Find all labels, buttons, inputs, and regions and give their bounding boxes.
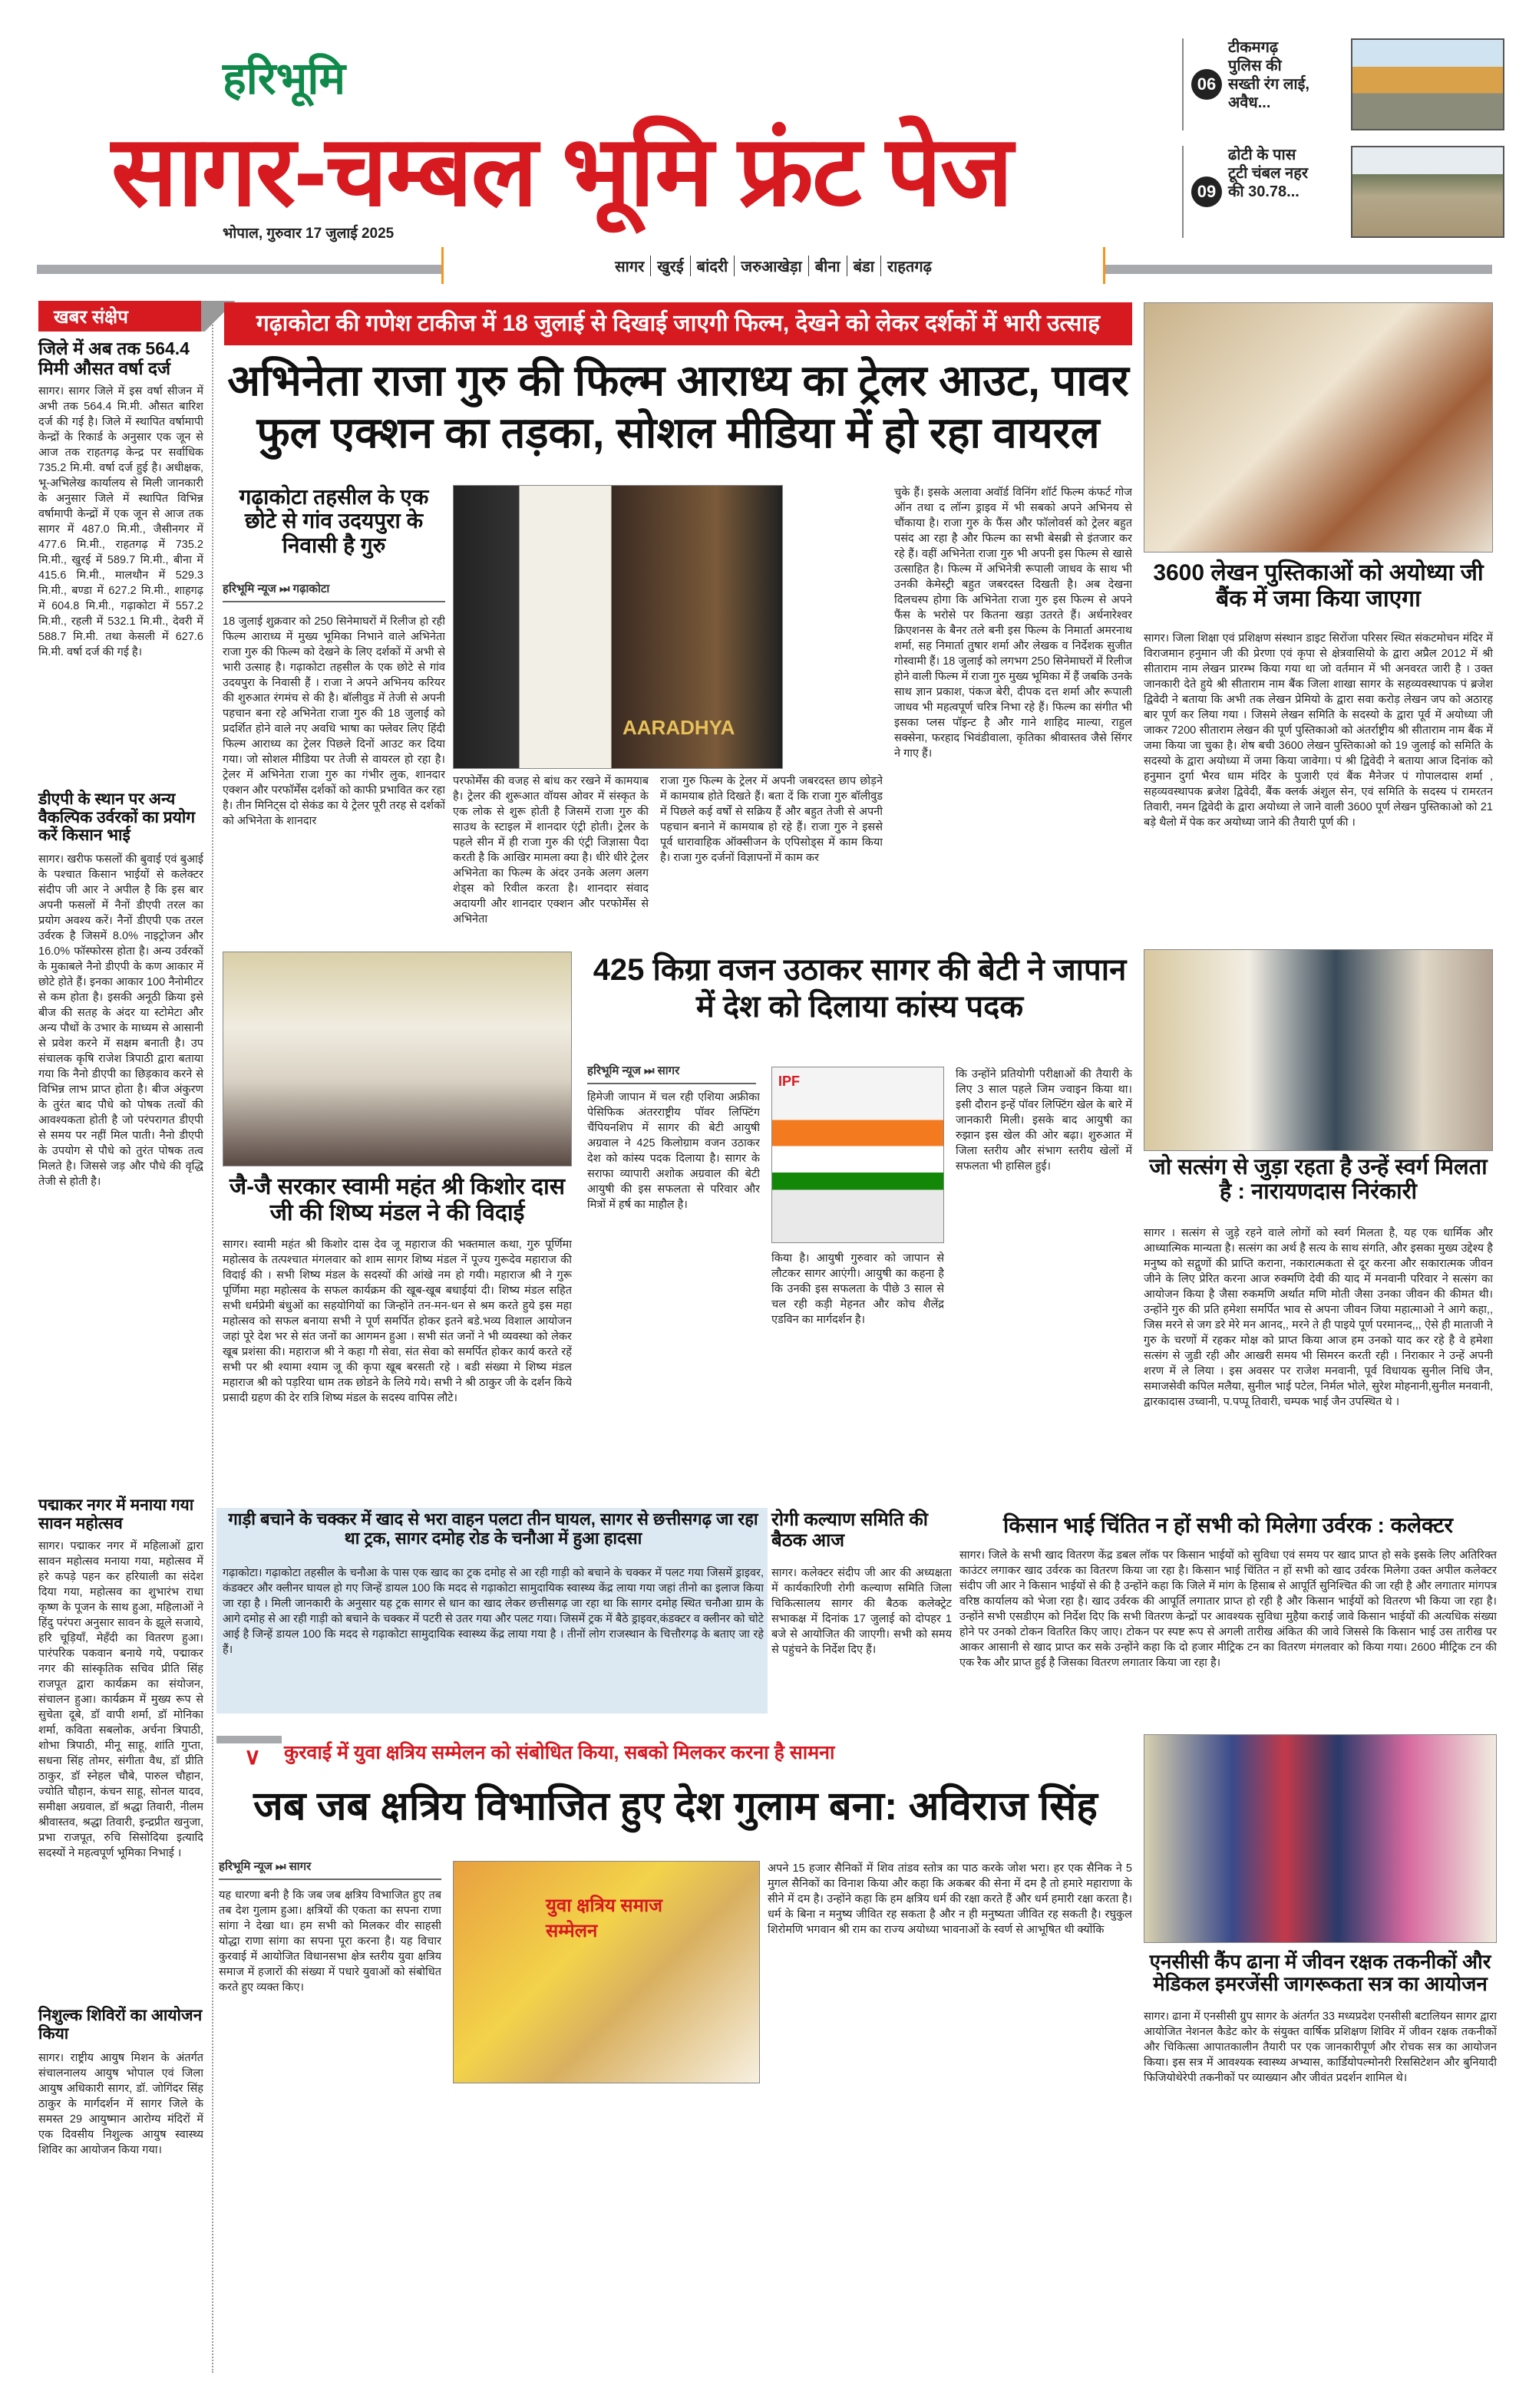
- page-title: सागर-चम्बल भूमि फ्रंट पेज: [111, 117, 1012, 226]
- poster-title: AARADHYA: [622, 716, 735, 739]
- city-nav: [441, 247, 1105, 284]
- teaser-text: ढोटी के पास टूटी चंबल नहर की 30.78...: [1228, 147, 1309, 200]
- kisan-headline: किसान भाई चिंतित न हों सभी को मिलेगा उर्वरक : कलेक्टर: [1003, 1513, 1453, 1537]
- vidai-headline: जै-जै सरकार स्वामी महंत श्री किशोर दास जी की शिष्य मंडल ने की विदाई: [229, 1174, 566, 1225]
- brief-body: सागर। सागर जिले में इस वर्षा सीजन में अभी तक 564.4 मि.मी. औसत बारिश दर्ज की गई है। जिले में स्थापित वर्षामापी केन्द्रों के रिकार्ड के अनुसार एक जून से आज तक राहतगढ़ केन्द्र पर सर्वाधिक 735.2 मि.मी. वर्षा दर्ज हुई है। अधीक्षक, भू-अभिलेख कार्यालय से मिली जानकारी के अनुसार जिले में स्थापित विभिन्न वर्षामापी केन्द्रों में एक जून से आज तक सागर में 487.0 मि.मी., जैसीनगर में 477.6 मि.मी., राहतगढ़ में 735.2 मि.मी., खुरई में 589.7 मि.मी., बीना में 415.6 मि.मी., मालथौन में 529.3 मि.मी., बण्डा में 627.2 मि.मी., शाहगढ़ में 604.8 मि.मी., गढ़ाकोटा में 557.2 मि.मी., रहली में 532.1 मि.मी., देवरी में 588.7 मि.मी. तथा केसली में 627.6 मि.मी. वर्षा दर्ज की गई है।: [38, 385, 203, 658]
- nav-sagar[interactable]: सागर: [609, 256, 651, 276]
- lead-body-col4: चुके हैं। इसके अलावा अवॉर्ड विनिंग शॉर्ट फिल्म कंफर्ट गोज ऑन तथा द लॉन्ग ड्राइव में भी सबको अपने अभिनय से चौंकाया है। राजा गुरु के फैंस और फॉलोवर्स को ट्रेलर बहुत पसंद आ रहा है और फिल्म का सभी बेसब्री से इंतजार कर रहे हैं। वहीं अभिनेता राजा गुरु भी अपनी इस फिल्म से खासे उत्साहित है। फिल्म में अभिनेत्री रूपाली जाधव के साथ भी उनकी केमेस्ट्री बहुत जबरदस्त दिखती है। अब देखना दिलचस्प होगा कि अभिनेता राजा गुरु इस फिल्म से अपने फैंस के भरोसे पर कितना खड़ा उतरते हैं। अर्धनारेश्वर क्रिएशनस के बैनर तले बनी इस फिल्म के निमार्ता अमरनाथ शर्मा, सह निमार्ता तुषार शर्मा और लेखक व निर्देशक सुजीत गोस्वामी हैं। 18 जुलाई को लगभग 250 सिनेमाघरों में रिलीज होने वाली फिल्म में राजा गुरु मुख्य भूमिका में हैं जबकि उनके साथ ज्ञान प्रकाश, पंकज बेरी, दीपक दत्त शर्मा और रूपाली जाधव भी महत्वपूर्ण चरित्र निभा रहे हैं। फिल्म का संगीत भी इसका प्लस पॉइन्ट है और गाने शाहिद माल्या, राहुल सक्सेना, फरहाद भिवंडीवाला, कृतिका श्रीवास्तव जैसे सिंगर ने गाए हैं।: [894, 487, 1132, 760]
- accident-body: गढ़ाकोटा। गढ़ाकोटा तहसील के चनौआ के पास एक खाद का ट्रक दमोह से आ रही गाड़ी को बचाने के चक्कर में पलट गया जिसमें ड्राइवर, कंडक्टर और क्लीनर घायल हो गए जिन्हें डायल 100 कि मदद से गढ़ाकोटा सामुदायिक स्वास्थ्य केंद्र लाया गया जहां तीनो का इलाज किया जा रहा है । मिली जानकारी के अनुसार यह ट्रक सागर से धान का खाद लेकर छत्तीसगढ़ जा रहा था कि सागर दमोह स्थित चनौआ ग्राम के आगे दमोह से आ रही गाड़ी को बचाने के चक्कर में पटरी से उतर गया और पलट गया। जिसमें ट्रक में बैठे ड्राइवर,कंडक्टर व क्लीनर को चोटे आई है जिन्हें डायल 100 कि मदद से गढ़ाकोटा सामुदायिक स्वास्थ्य केंद्र लाया गया है । तीनों लोग राजस्थान के चित्तौरगढ़ के बताए जा रहे हैं।: [223, 1567, 764, 1656]
- kshatriya-headline: जब जब क्षत्रिय विभाजित हुए देश गुलाम बना: अविराज सिंह: [253, 1784, 1098, 1829]
- ayodhya-body: सागर। जिला शिक्षा एवं प्रशिक्षण संस्थान डाइट सिरोंजा परिसर स्थित संकटमोचन मंदिर में विराजमान हनुमान जी की प्रेरणा एवं कृपा से क्षेत्रवासियो के द्वारा अप्रैल 2012 में श्री सीताराम नाम लेखन प्रारम्भ किया गया था जो वर्तमान में भी अनवरत जारी है । उक्त जानकारी देते हुये श्री सीताराम नाम बैंक जिला शाखा सागर के सहव्यवस्थापक पं ब्रजेश द्विवेदी ने बताया कि अभी तक लेखन प्रेमियो के द्वारा सवा करोड़ लेखन जप को अठारह बार पूर्ण कर लिया गया । जिसमे लेखन समिति के सदस्यो के द्वारा पूर्व में अयोध्या जी जाकर 7200 सीताराम लेखन की पूर्ण पुस्तिकाओ को अंतर्राष्ट्रीय श्री सीताराम नाम बैंक में जमा किया जा चुका है। शेष बची 3600 लेखन पुस्तिकाओ को 19 जुलाई को समिति के सदस्यो के द्वारा अयोध्या में जमा किया जावेगा। पं श्री द्विवेदी ने बताया आज दिनांक को हनुमान दुर्गा भैरव धाम मंदिर के पुजारी एवं बैंक मैनेजर पं गोपालदास शर्मा , सहव्यवस्थापक ब्रजेश द्विवेदी, बैंक क्लर्क अंशुल सेन, एवं समिति के सदस्य पं रामरतन तिवारी, नमन द्विवेदी के द्वारा अयोध्या ले जाने वाली 3600 पूर्ण लेखन पुस्तिकाओ को 21 बड़े थैलो में पेक कर अयोध्या जाने की तैयारी पूर्ण की ।: [1144, 632, 1493, 829]
- satsang-body: सागर । सत्संग से जुड़े रहने वाले लोगों को स्वर्ग मिलता है, यह एक धार्मिक और आध्यात्मिक मान्यता है। सत्संग का अर्थ है सत्य के साथ संगति, और इसका मुख्य उद्देश्य है मनुष्य को सद्गुणों की प्राप्ति कराना, नकारात्मकता से दूर करना और सकारात्मक जीवन जीने के लिए प्रेरित करना आज रुक्मणि देवी की याद में मनवानी परिवार ने सत्संग का आयोजन किया है जैसा रुकमणि अर्थात मणि मोती जैसा उनका जीवन की कीमत थी। उन्होंने गुरु की प्रति हमेशा समर्पित भाव से अपना जीवन जिया महात्माओ ने आगे कहा,, जिस मरने से जग डरे मेरे मन आनद,, मरने ते ही पाइये पूर्ण परमानन्द,,, ऐसे ही माताजी ने गुरु के चरणों में रहकर मोक्ष को प्राप्त किया आज हम उनको याद कर रहे है वे हमेशा सत्संग से जुडी रही और आखरी समय भी सिमरन करती रही । निराकार ने उन्हें अपनी शरण में ले लिया । इस अवसर पर राजेश मनवानी, पूर्व विधायक सुनील निधि जैन, समाजसेवी कपिल मलैया, सुनील भाई पटेल, निर्मल भोले, सुरेश मोहनानी,सुनील मनवानी, द्वारकादास उच्वानी, प.पप्पू तिवारी, चम्पक भाई जैन उपस्थित थे ।: [1144, 1227, 1493, 1408]
- nav-khurai[interactable]: खुरई: [651, 256, 690, 276]
- teaser-photo: [1351, 146, 1504, 238]
- weightlift-body-col2: किया है। आयुषी गुरुवार को जापान से लौटकर सागर आएंगी। आयुषी का कहना है कि उनकी इस सफलता के पीछे 3 साल से चल रही कड़ी मेहनत और कोच शैलेंद्र एडविन का मार्गदर्शन है।: [771, 1252, 944, 1326]
- lead-body-col1: 18 जुलाई शुक्रवार को 250 सिनेमाघरों में रिलीज हो रही फिल्म आराध्य में मुख्य भूमिका निभाने वाले अभिनेता राजा गुरु की फिल्म को देखने के लिए दर्शकों में अभी से भारी उत्साह है। गढ़ाकोटा तहसील के एक छोटे से गांव उदयपुरा के निवासी हैं । राजा ने अपने अभिनय करियर की शुरुआत रंगमंच से की है। बॉलीवुड में तेजी से अपनी पहचान बना रहे अभिनेता राजा गुरु की 18 जुलाई को प्रदर्शित होने वाले नए अवधि भाषा का फ्लेवर लिए हिंदी फिल्म आराध्य का ट्रेलर पिछले दिनों आउट कर दिया गया। जो सोशल मीडिया पर तेजी से वायरल हो रहा है। ट्रेलर में अभिनेता राजा गुरु का गंभीर लुक, शानदार एक्शन और परफॉर्मेंस दर्शकों को काफी प्रभावित कर रहा है। तीन मिनिट्स दो सेकंड का ये ट्रेलर पूरी तरह से दर्शकों को अभिनेता के शानदार: [223, 615, 445, 827]
- teaser-photo: [1351, 38, 1504, 130]
- weightlift-headline: 425 किग्रा वजन उठाकर सागर की बेटी ने जापान में देश को दिलाया कांस्य पदक: [593, 953, 1127, 1024]
- brief-body: सागर। खरीफ फसलों की बुवाई एवं बुआई के पश्चात किसान भाईयों से कलेक्टर संदीप जी आर ने अपील है कि इस बार अपनी फसलों में नैनों डीएपी तरल का प्रयोग अवश्य करें। नैनों डीएपी एक तरल उर्वरक है जिसमें 8.0% नाइट्रोजन और 16.0% फॉस्फोरस होता है। अन्य उर्वरकों के मुकाबले नैनो डीएपी के कण आकार में छोटे होते हैं। इनका आकार 100 नैनोमीटर से कम होता है। इसकी अनूठी क्रिया इसे बीज की सतह के अंदर या स्टोमेटा और अन्य पौधों के उभार के माध्यम से आसानी से प्रवेश करने में सक्षम बनाती है। उप संचालक कृषि राजेश त्रिपाठी द्वारा बताया गया कि नैनो डीएपी का छिड़काव करने से विभिन्न लाभ प्राप्त होता है। बीज अंकुरण के तुरंत बाद पौधे को पोषक तत्वों की आवश्यकता होती है जो परंपरागत डीएपी से समय पर नहीं मिल पाती। नैनो डीएपी के उपयोग से पौधे को तुरंत पोषक तत्व मिलते है। जिससे जड़ और पौधे की वृद्धि तेजी से होती है।: [38, 853, 203, 1188]
- page-number-badge: 06: [1191, 69, 1222, 100]
- kshatriya-body-col2: अपने 15 हजार सैनिकों में शिव तांडव स्तोत्र का पाठ करके जोश भरा। हर एक सैनिक ने 5 मुगल सैनिकों का विनाश किया और कहा कि अकबर की सेना में दम है तो हमारे महाराणा के सीने में दम है। उन्होंने कहा कि हम क्षत्रिय धर्म की रक्षा करते हैं और धर्म हमारी रक्षा करता है। धर्म के बिना न मनुष्य जीवित रह सकता है और न ही मनुष्यता जीवित रह सकती है। रघुकुल शिरोमणि भगवान श्री राम का राज्य अयोध्या भावनाओं के स्वर्ण से आभूषित थी क्योंकि: [768, 1862, 1132, 1936]
- kshatriya-byline: हरिभूमि न्यूज ⏭ सागर: [219, 1859, 441, 1880]
- brief-body: सागर। पद्माकर नगर में महिलाओं द्वारा सावन महोत्सव मनाया गया, महोत्सव में हरे कपड़े पहन कर हरियाली का संदेश दिया गया, महोत्सव का शुभारंभ राधा कृष्ण के पूजन के साथ हुआ, महिलाओं ने हिंदु परंपरा अनुसार सावन के झूले सजाये, हरि चूड़ियाँ, मेहँदी का वितरण हुआ। पारंपरिक पकवान बनाये गये, पद्माकर नगर की सांस्कृतिक सचिव प्रीति सिंह राजपूत द्वारा कार्यक्रम का संयोजन, संचालन हुआ। कार्यक्रम में मुख्य रूप से सुचेता दूबे, डॉ वापी शर्मा, डॉ मोनिका शर्मा, कविता सबलोक, अर्चना त्रिपाठी, शोभा त्रिपाठी, मीनू साहू, शांति गुप्ता, सधना सिंह तोमर, संगीता वैध, डॉ प्रीति ठाकुर, डॉ स्नेहल चौबे, पारुल चौहान, ज्योति चौहान, कंचन साहू, सोनल यादव, समीक्षा अग्रवाल, डॉ श्रद्धा तिवारी, नीलम श्रीवास्तव, श्रद्धा तिवारी, इन्द्रप्रीत खनुजा, प्रभा राजपूत, रुचि सिसोदिया इत्यादि सदस्यों ने महत्वपूर्ण भूमिका निभाई ।: [38, 1540, 203, 1859]
- brief-headline: डीएपी के स्थान पर अन्य वैकल्पिक उर्वरकों का प्रयोग करें किसान भाई: [38, 790, 196, 845]
- ipf-logo: IPF: [778, 1074, 801, 1089]
- brief-body: सागर। राष्ट्रीय आयुष मिशन के अंतर्गत संचालनालय आयुष भोपाल एवं जिला आयुष अधिकारी सागर, डॉ. जोगिंदर सिंह ठाकुर के मार्गदर्शन में सागर जिले के समस्त 29 आयुष्मान आरोग्य मंदिरों में एक दिवसीय निशुल्क आयुष स्वास्थ्य शिविर का आयोजन किया गया।: [38, 2052, 203, 2156]
- nav-bandari[interactable]: बांदरी: [691, 256, 735, 276]
- lead-body-col2: परफोर्मेंस की वजह से बांध कर रखने में कामयाब है। ट्रेलर की शुरूआत वॉयस ओवर में संस्कृत के एक लोक से शुरू होती है जिसमें राजा गुरु की साउथ के स्टाइल में शानदार एंट्री होती। ट्रेलर के पहले सीन में ही राजा गुरु की एंट्री जिज्ञासा पैदा करती है कि आखिर मामला क्या है। धीरे धीरे ट्रेलर अभिनेता का फिल्म के अंदर उनके अलग अलग शेड्स को रिवील करता है। शानदार संवाद अदायगी और शानदार एक्शन और परफोर्मेंस से अभिनेता: [453, 775, 649, 925]
- nav-rahatgarh[interactable]: राहतगढ़: [887, 258, 932, 275]
- column-divider: [212, 301, 213, 2373]
- newspaper-logo: हरिभूमि: [223, 54, 346, 104]
- ayodhya-headline: 3600 लेखन पुस्तिकाओं को अयोध्या जी बैंक में जमा किया जाएगा: [1153, 560, 1484, 612]
- lead-subhead: गढ़ाकोटा तहसील के एक छोटे से गांव उदयपुरा के निवासी है गुरु: [239, 485, 429, 557]
- ncc-camp-photo: [1144, 1734, 1497, 1943]
- weightlift-body-col3: कि उन्होंने प्रतियोगी परीक्षाओं की तैयारी के लिए 3 साल पहले जिम ज्वाइन किया था। इसी दौरान इन्हें पॉवर लिफ्टिंग खेल के बारे में जानकारी मिली। इसके बाद आयुषी का रुझान इस खेल की ओर बढ़ा। शुरुआत में जिला स्तरीय और संभाग स्तरीय खेलों में सफलता भी हासिल हुई।: [956, 1068, 1132, 1173]
- ncc-body: सागर। ढाना में एनसीसी ग्रुप सागर के अंतर्गत 33 मध्यप्रदेश एनसीसी बटालियन सागर द्वारा आयोजित नेशनल कैडेट कोर के संयुक्त वार्षिक प्रशिक्षण शिविर में जीवन रक्षक तकनीकों और चिकित्सा आपातकालीन तैयारी पर एक जानकारीपूर्ण और रोचक सत्र का आयोजन किया। इस सत्र में आवश्यक स्वास्थ्य अभ्यास, कार्डियोपल्मोनरी रिससिटेशन और बुनियादी फिजियोथेरेपी तकनीकों पर व्याख्यान और जीवंत प्रदर्शन शामिल थे।: [1144, 2011, 1497, 2084]
- shishya-mandal-photo: [223, 952, 572, 1166]
- lead-kicker-banner: गढ़ाकोटा की गणेश टाकीज में 18 जुलाई से दिखाई जाएगी फिल्म, देखने को लेकर दर्शकों में भारी उत्साह: [224, 302, 1132, 345]
- kshatriya-kicker: कुरवाई में युवा क्षत्रिय सम्मेलन को संबोधित किया, सबको मिलकर करना है सामना: [284, 1742, 835, 1763]
- rogi-body: सागर। कलेक्टर संदीप जी आर की अध्यक्षता में कार्यकारिणी रोगी कल्याण समिति जिला चिकित्सालय सागर की बैठक कलेक्ट्रेट सभाकक्ष में दिनांक 17 जुलाई को दोपहर 1 बजे से आयोजित की जाएगी। सभी को समय से पहुंचने के निर्देश दिए हैं।: [771, 1567, 952, 1656]
- brief-headline: पद्माकर नगर में मनाया गया सावन महोत्सव: [38, 1496, 194, 1532]
- film-poster-photo: [453, 485, 783, 769]
- lead-byline: हरिभूमि न्यूज ⏭ गढ़ाकोटा: [223, 581, 445, 602]
- accident-headline: गाड़ी बचाने के चक्कर में खाद से भरा वाहन पलटा तीन घायल, सागर से छत्तीसगढ़ जा रहा था ट्रक, सागर दमोह रोड के चनौआ में हुआ हादसा: [228, 1509, 758, 1548]
- nav-bina[interactable]: बीना: [809, 256, 847, 276]
- teaser-page-09[interactable]: [1182, 146, 1504, 238]
- edition-date: भोपाल, गुरुवार 17 जुलाई 2025: [223, 226, 395, 242]
- lead-body-col3: राजा गुरु फिल्म के ट्रेलर में अपनी जबरदस्त छाप छोड़ने में कामयाब होते दिखते हैं। बता दें कि राजा गुरु बॉलीवुड में पिछले कई वर्षों से सक्रिय हैं और बहुत तेजी से अपनी पहचान बनाने में कामयाब हो रहे हैं। राजा गुरु ने इससे पूर्व धारावाहिक ऑक्सीजन के एपिसोड्स में काम किया है। राजा गुरु दर्जनों विज्ञापनों में काम कर: [660, 775, 883, 864]
- satsang-photo: [1144, 949, 1493, 1151]
- satsang-headline: जो सत्संग से जुड़ा रहता है उन्हें स्वर्ग मिलता है : नारायणदास निरंकारी: [1149, 1155, 1488, 1205]
- teaser-text: टीकमगढ़ पुलिस की सख्ती रंग लाई, अवैध...: [1228, 39, 1309, 111]
- page-number-badge: 09: [1191, 176, 1222, 207]
- athlete-photo: [771, 1067, 944, 1243]
- chevron-icon: ∨: [244, 1744, 261, 1770]
- brief-news-label: खबर संक्षेप: [38, 301, 201, 332]
- nav-jaruakheda[interactable]: जरुआखेड़ा: [735, 256, 808, 276]
- nav-banda[interactable]: बंडा: [847, 256, 881, 276]
- kshatriya-body-col1: यह धारणा बनी है कि जब जब क्षत्रिय विभाजित हुए तब तब देश गुलाम हुआ। क्षत्रियों की एकता का सपना राणा सांगा ने देखा था। हम सभी को मिलकर वीर साहसी योद्धा राणा सांगा का सपना पूरा करना है। यह विचार कुरवाई में आयोजित विधानसभा क्षेत्र स्तरीय युवा क्षत्रिय समाज में हजारों की संख्या में पधारे युवाओं को संबोधित करते हुए व्यक्त किए।: [219, 1889, 441, 1994]
- ncc-headline: एनसीसी कैंप ढाना में जीवन रक्षक तकनीकों और मेडिकल इमरजेंसी जागरूकता सत्र का आयोजन: [1149, 1950, 1491, 1996]
- rogi-headline: रोगी कल्याण समिति की बैठक आज: [771, 1509, 928, 1551]
- sammelan-banner-text: युवा क्षत्रिय समाज सम्मेलन: [546, 1895, 663, 1941]
- brief-headline: जिले में अब तक 564.4 मिमी औसत वर्षा दर्ज: [38, 338, 190, 378]
- kicker-bar: [216, 1736, 282, 1743]
- teaser-page-06[interactable]: [1182, 38, 1504, 130]
- sammelan-photo: [453, 1861, 760, 2083]
- weightlift-body-col1: हिमेजी जापान में चल रही एशिया अफ्रीका पेसिफिक अंतरराष्ट्रीय पॉवर लिफ्टिंग चैंपियनशिप में सागर की बेटी आयुषी अग्रवाल ने 425 किलोग्राम वजन उठाकर देश को कांस्य पदक दिलाया है। सागर के सराफा व्यापारी अशोक अग्रवाल की बेटी आयुषी की इस सफलता से परिवार और मित्रों में हर्ष का माहौल है।: [587, 1091, 760, 1211]
- weightlift-byline: हरिभूमि न्यूज ⏭ सागर: [587, 1063, 756, 1084]
- lead-headline: अभिनेता राजा गुरु की फिल्म आराध्य का ट्रेलर आउट, पावर फुल एक्शन का तड़का, सोशल मीडिया में हो रहा वायरल: [227, 356, 1129, 457]
- brief-headline: निशुल्क शिविरों का आयोजन किया: [38, 2007, 203, 2043]
- vidai-body: सागर। स्वामी महंत श्री किशोर दास देव जू महाराज की भक्तमाल कथा, गुरु पूर्णिमा महोत्सव के तत्पश्चात मंगलवार को शाम सागर शिष्य मंडल नें पूज्य गुरूदेव महाराज की विदाई की । सभी शिष्य मंडल के सदस्यों की आंखे नम हो गयी। महाराज श्री ने गुरू पूर्णिमा महा महोत्सव के सफल कार्यक्रम की खूब-खूब बधाईयां दी। शिष्य मंडल सहित सभी धर्मप्रेमी बंधुओं का सहयोगियों का जिन्होंने तन-मन-धन से श्रम करते हुये इस महा महोत्सव को सफल बनाया सभी ने पूर्ण समर्पित होकर इतने बडे.भव्य विशाल आयोजन जहां पूरे देश भर से संत जनों का आगमन हुआ । सभी संत जनों ने भी व्यवस्था को लेकर खूब प्रशंसा की। महाराज श्री ने कहा गौ सेवा, संत सेवा को समर्पित होकर कार्य करते रहें सभी पर श्री श्यामा श्याम जू की कृपा खूब बरसती रहे । बडी संख्या मे शिष्य मंडल महाराज श्री को पड़रिया धाम तक छोडने के लिये गये। सभी ने श्री ठाकुर जी के दर्शन किये प्रसादी ग्रहण की देर रात्रि शिष्य मंडल के सदस्य वापिस लौटे।: [223, 1239, 572, 1404]
- kisan-body: सागर। जिले के सभी खाद वितरण केंद्र डबल लॉक पर किसान भाईयों को सुविधा एवं समय पर खाद प्राप्त हो सके इसके लिए अतिरिक्त काउंटर लगाकर खाद उर्वरक का वितरण किया जा रहा है। किसान भाई चिंतित न हों सभी को खाद उर्वरक मिलेगा उक्त अपील कलेक्टर संदीप जी आर ने किसान भाईयों से की है उन्होंने कहा कि जिले में मांग के हिसाब से आपूर्ति सुनिश्चित की जा रही है और लगातार मांगपत्र वरिष्ठ कार्यालय को भेजा रहा है। खाद उर्वरक की आपूर्ति लगातार प्राप्त हो रही है और किसान भाईयों को वितरण भी किया जा रहा है। उन्होंने सभी एसडीएम को निर्देश दिए कि सभी वितरण केन्द्रों पर आवश्यक सुविधा मुहैया कराई जावे किसान भाईयों की अत्यधिक संख्या होने पर उनको टोकन वितरित किए जाए। टोकन पर स्पष्ट रूप से अगली तारीख अंकित की जावे जिससे कि किसान भाई उस तारीख पर आकर आसानी से खाद प्राप्त कर सके उन्होंने कहा कि दो हजार मीट्रिक टन का वितरण मंगलवार को किया गया। 2600 मीट्रिक टन की एक रैक और प्राप्त हुई है जिसका वितरण लगातार किया जा रहा है।: [959, 1549, 1497, 1669]
- booklets-photo: [1144, 302, 1493, 553]
